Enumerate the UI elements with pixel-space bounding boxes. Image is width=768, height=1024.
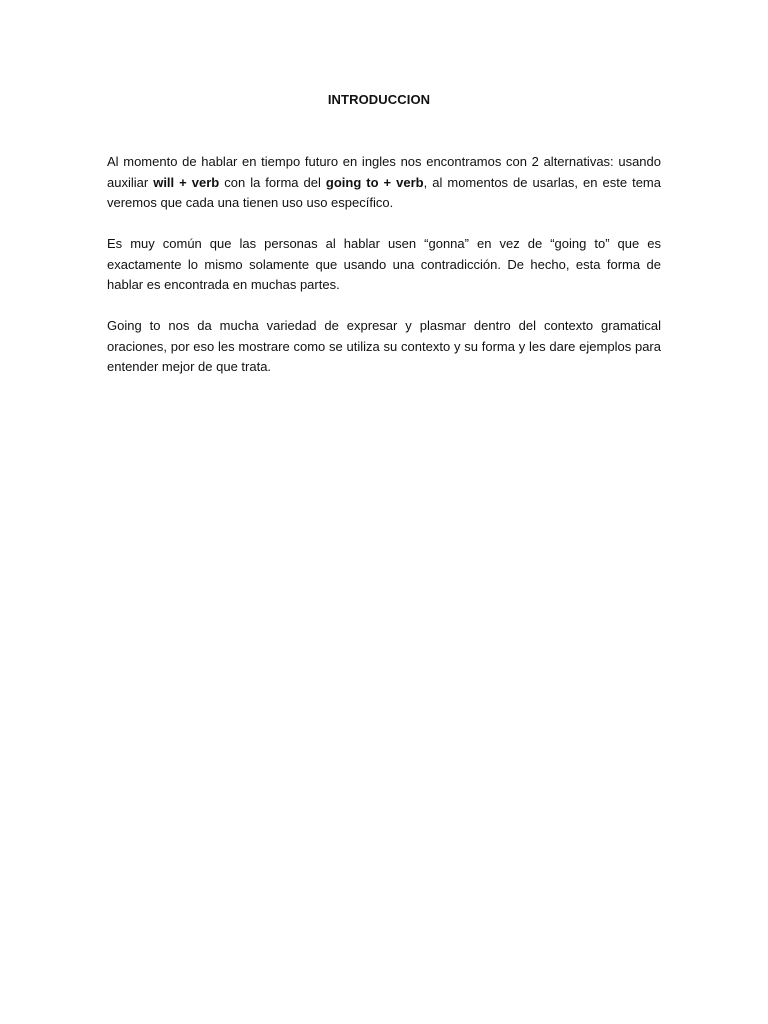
paragraph-1-bold-will-verb: will + verb xyxy=(153,174,220,190)
paragraph-1-text-c: , al momentos de usarlas, en este tema veremos que cada una tienen uso uso específico. xyxy=(107,174,661,210)
paragraph-3: Going to nos da mucha variedad de expresar y plasmar dentro del contexto gramatical oraciones, por eso les mostrare como se utiliza su contexto y su forma y les dare ejemplos para entender mejor de que trata. xyxy=(107,318,661,374)
paragraph-1 xyxy=(107,152,661,214)
paragraph-2: Es muy común que las personas al hablar usen “gonna” en vez de “going to” que es exactamente lo mismo solamente que usando una contradicción. De hecho, esta forma de hablar es encontrada en muchas partes. xyxy=(107,236,661,292)
paragraph-1-bold-going-to-verb: going to + verb xyxy=(325,174,424,190)
document-title: INTRODUCCION xyxy=(327,92,431,107)
paragraph-1-text-b: con la forma del xyxy=(219,174,326,190)
paragraph-1-text-a: Al momento de hablar en tiempo futuro en ingles nos encontramos con 2 alternativas: usando auxiliar xyxy=(107,154,661,190)
